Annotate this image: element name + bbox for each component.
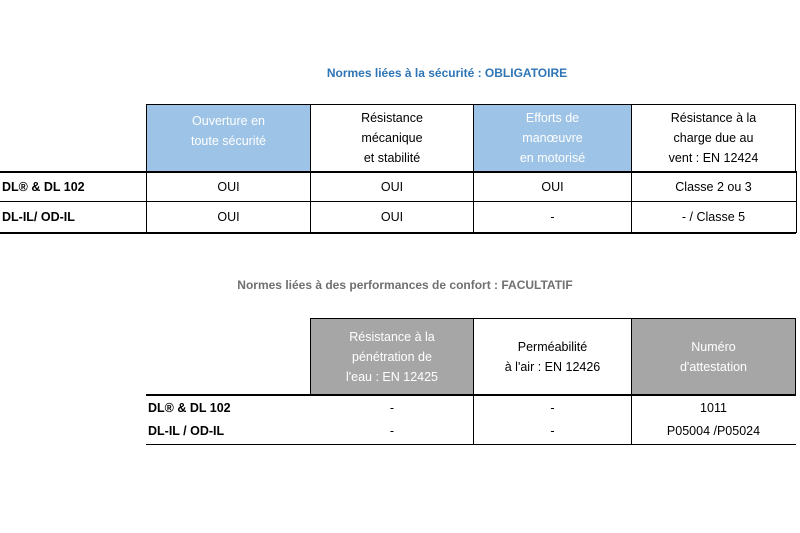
t2-row1-value: - <box>389 401 395 415</box>
t1-row2-value: - <box>550 210 555 224</box>
t1-row2-value: - / Classe 5 <box>681 210 746 224</box>
t1-row2-label: DL-IL/ OD-IL <box>2 210 75 224</box>
t1-row2-value: OUI <box>217 210 240 224</box>
t2-row2-label: DL-IL / OD-IL <box>148 424 225 438</box>
t2-header-certificate-number: Numéro d'attestation <box>631 318 796 395</box>
t1-row1-value: OUI <box>217 180 240 194</box>
table1-title: Normes liées à la sécurité : OBLIGATOIRE <box>326 66 568 80</box>
t1-header-mechanical-resistance: Résistance mécanique et stabilité <box>310 104 474 172</box>
t2-row2-value: P05004 /P05024 <box>666 424 761 438</box>
t2-row1-value: - <box>550 401 555 415</box>
t2-row1-label: DL® & DL 102 <box>148 401 231 415</box>
t2-row1-value: 1011 <box>700 401 727 415</box>
t1-header-operating-forces: Efforts de manœuvre en motorisé <box>473 104 632 172</box>
t1-row1-value: OUI <box>380 180 404 194</box>
table2-title: Normes liées à des performances de confort : FACULTATIF <box>237 278 573 292</box>
t2-row2-value: - <box>550 424 555 438</box>
t1-header-wind-resistance: Résistance à la charge due au vent : EN 12424 <box>631 104 796 172</box>
t2-header-air-permeability: Perméabilité à l'air : EN 12426 <box>473 318 632 395</box>
t1-row1-label: DL® & DL 102 <box>2 180 85 194</box>
t2-header-water-penetration: Résistance à la pénétration de l'eau : EN 12425 <box>310 318 474 395</box>
t1-row2-value: OUI <box>380 210 404 224</box>
t1-row1-value: Classe 2 ou 3 <box>675 180 752 194</box>
t1-row1-value: OUI <box>541 180 564 194</box>
t1-header-opening-safety: Ouverture en toute sécurité <box>146 104 311 172</box>
t2-row2-value: - <box>389 424 395 438</box>
